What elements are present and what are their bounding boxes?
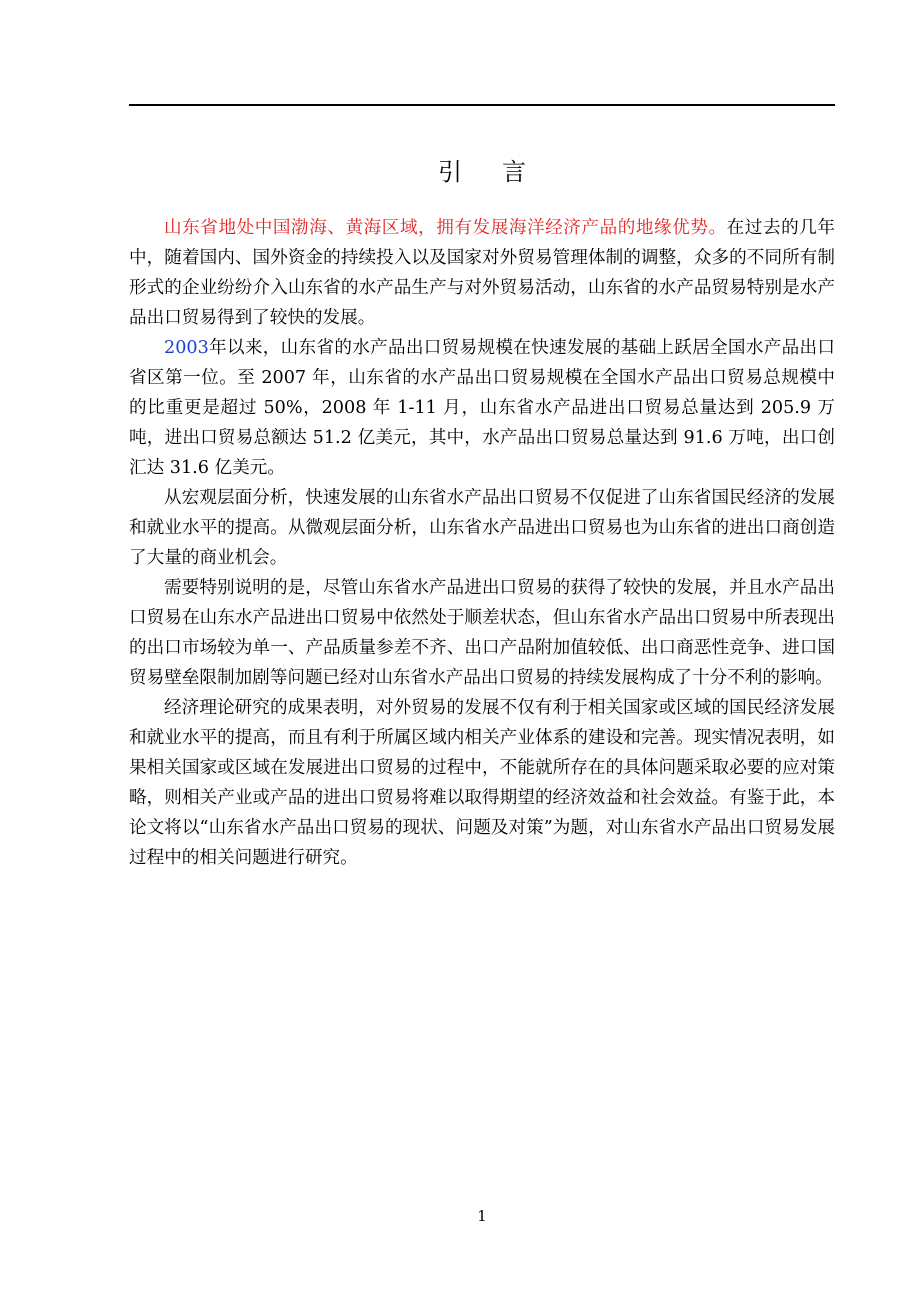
paragraph-text: 在过去的几年中，随着国内、国外资金的持续投入以及国家对外贸易管理体制的调整，众多的不同所有制形式的企业纷纷介入山东省的水产品生产与对外贸易活动，山东省的水产品贸易特别是水产品出口贸易得到了较快的发展。 [129, 218, 835, 328]
paragraph-research-purpose: 经济理论研究的成果表明，对外贸易的发展不仅有利于相关国家或区域的国民经济发展和就业水平的提高，而且有利于所属区域内相关产业体系的建设和完善。现实情况表明，如果相关国家或区域在发展进出口贸易的过程中，不能就所存在的具体问题采取必要的应对策略，则相关产业或产品的进出口贸易将难以取得期望的经济效益和社会效益。有鉴于此，本论文将以“山东省水产品出口贸易的现状、问题及对策”为题，对山东省水产品出口贸易发展过程中的相关问题进行研究。 [129, 698, 835, 868]
paragraph-macro-analysis: 从宏观层面分析，快速发展的山东省水产品出口贸易不仅促进了山东省国民经济的发展和就业水平的提高。从微观层面分析，山东省水产品进出口贸易也为山东省的进出口商创造了大量的商业机会。 [129, 488, 835, 568]
header-rule [129, 104, 835, 106]
highlighted-year: 2003 [164, 338, 209, 358]
body-text [129, 213, 835, 873]
paragraph-intro [129, 213, 835, 333]
page-title: 引言 [438, 158, 566, 186]
paragraph-text: 年以来，山东省的水产品出口贸易规模在快速发展的基础上跃居全国水产品出口省区第一位。至 2007 年，山东省的水产品出口贸易规模在全国水产品出口贸易总规模中的比重更是超过 50%，2008 年 1-11 月，山东省水产品进出口贸易总量达到 205.9 万吨，进出口贸易总额达 51.2 亿美元，其中，水产品出口贸易总量达到 91.6 万吨，出口创汇达 31.6 亿美元。 [129, 338, 835, 478]
paragraph-problems: 需要特别说明的是，尽管山东省水产品进出口贸易的获得了较快的发展，并且水产品出口贸易在山东水产品进出口贸易中依然处于顺差状态，但山东省水产品出口贸易中所表现出的出口市场较为单一、产品质量参差不齐、出口产品附加值较低、出口商恶性竞争、进口国贸易壁垒限制加剧等问题已经对山东省水产品出口贸易的持续发展构成了十分不利的影响。 [129, 578, 835, 688]
page-number: 1 [477, 1207, 487, 1225]
paragraph-export-scale [129, 333, 835, 483]
highlighted-sentence: 山东省地处中国渤海、黄海区域，拥有发展海洋经济产品的地缘优势。 [164, 218, 727, 238]
